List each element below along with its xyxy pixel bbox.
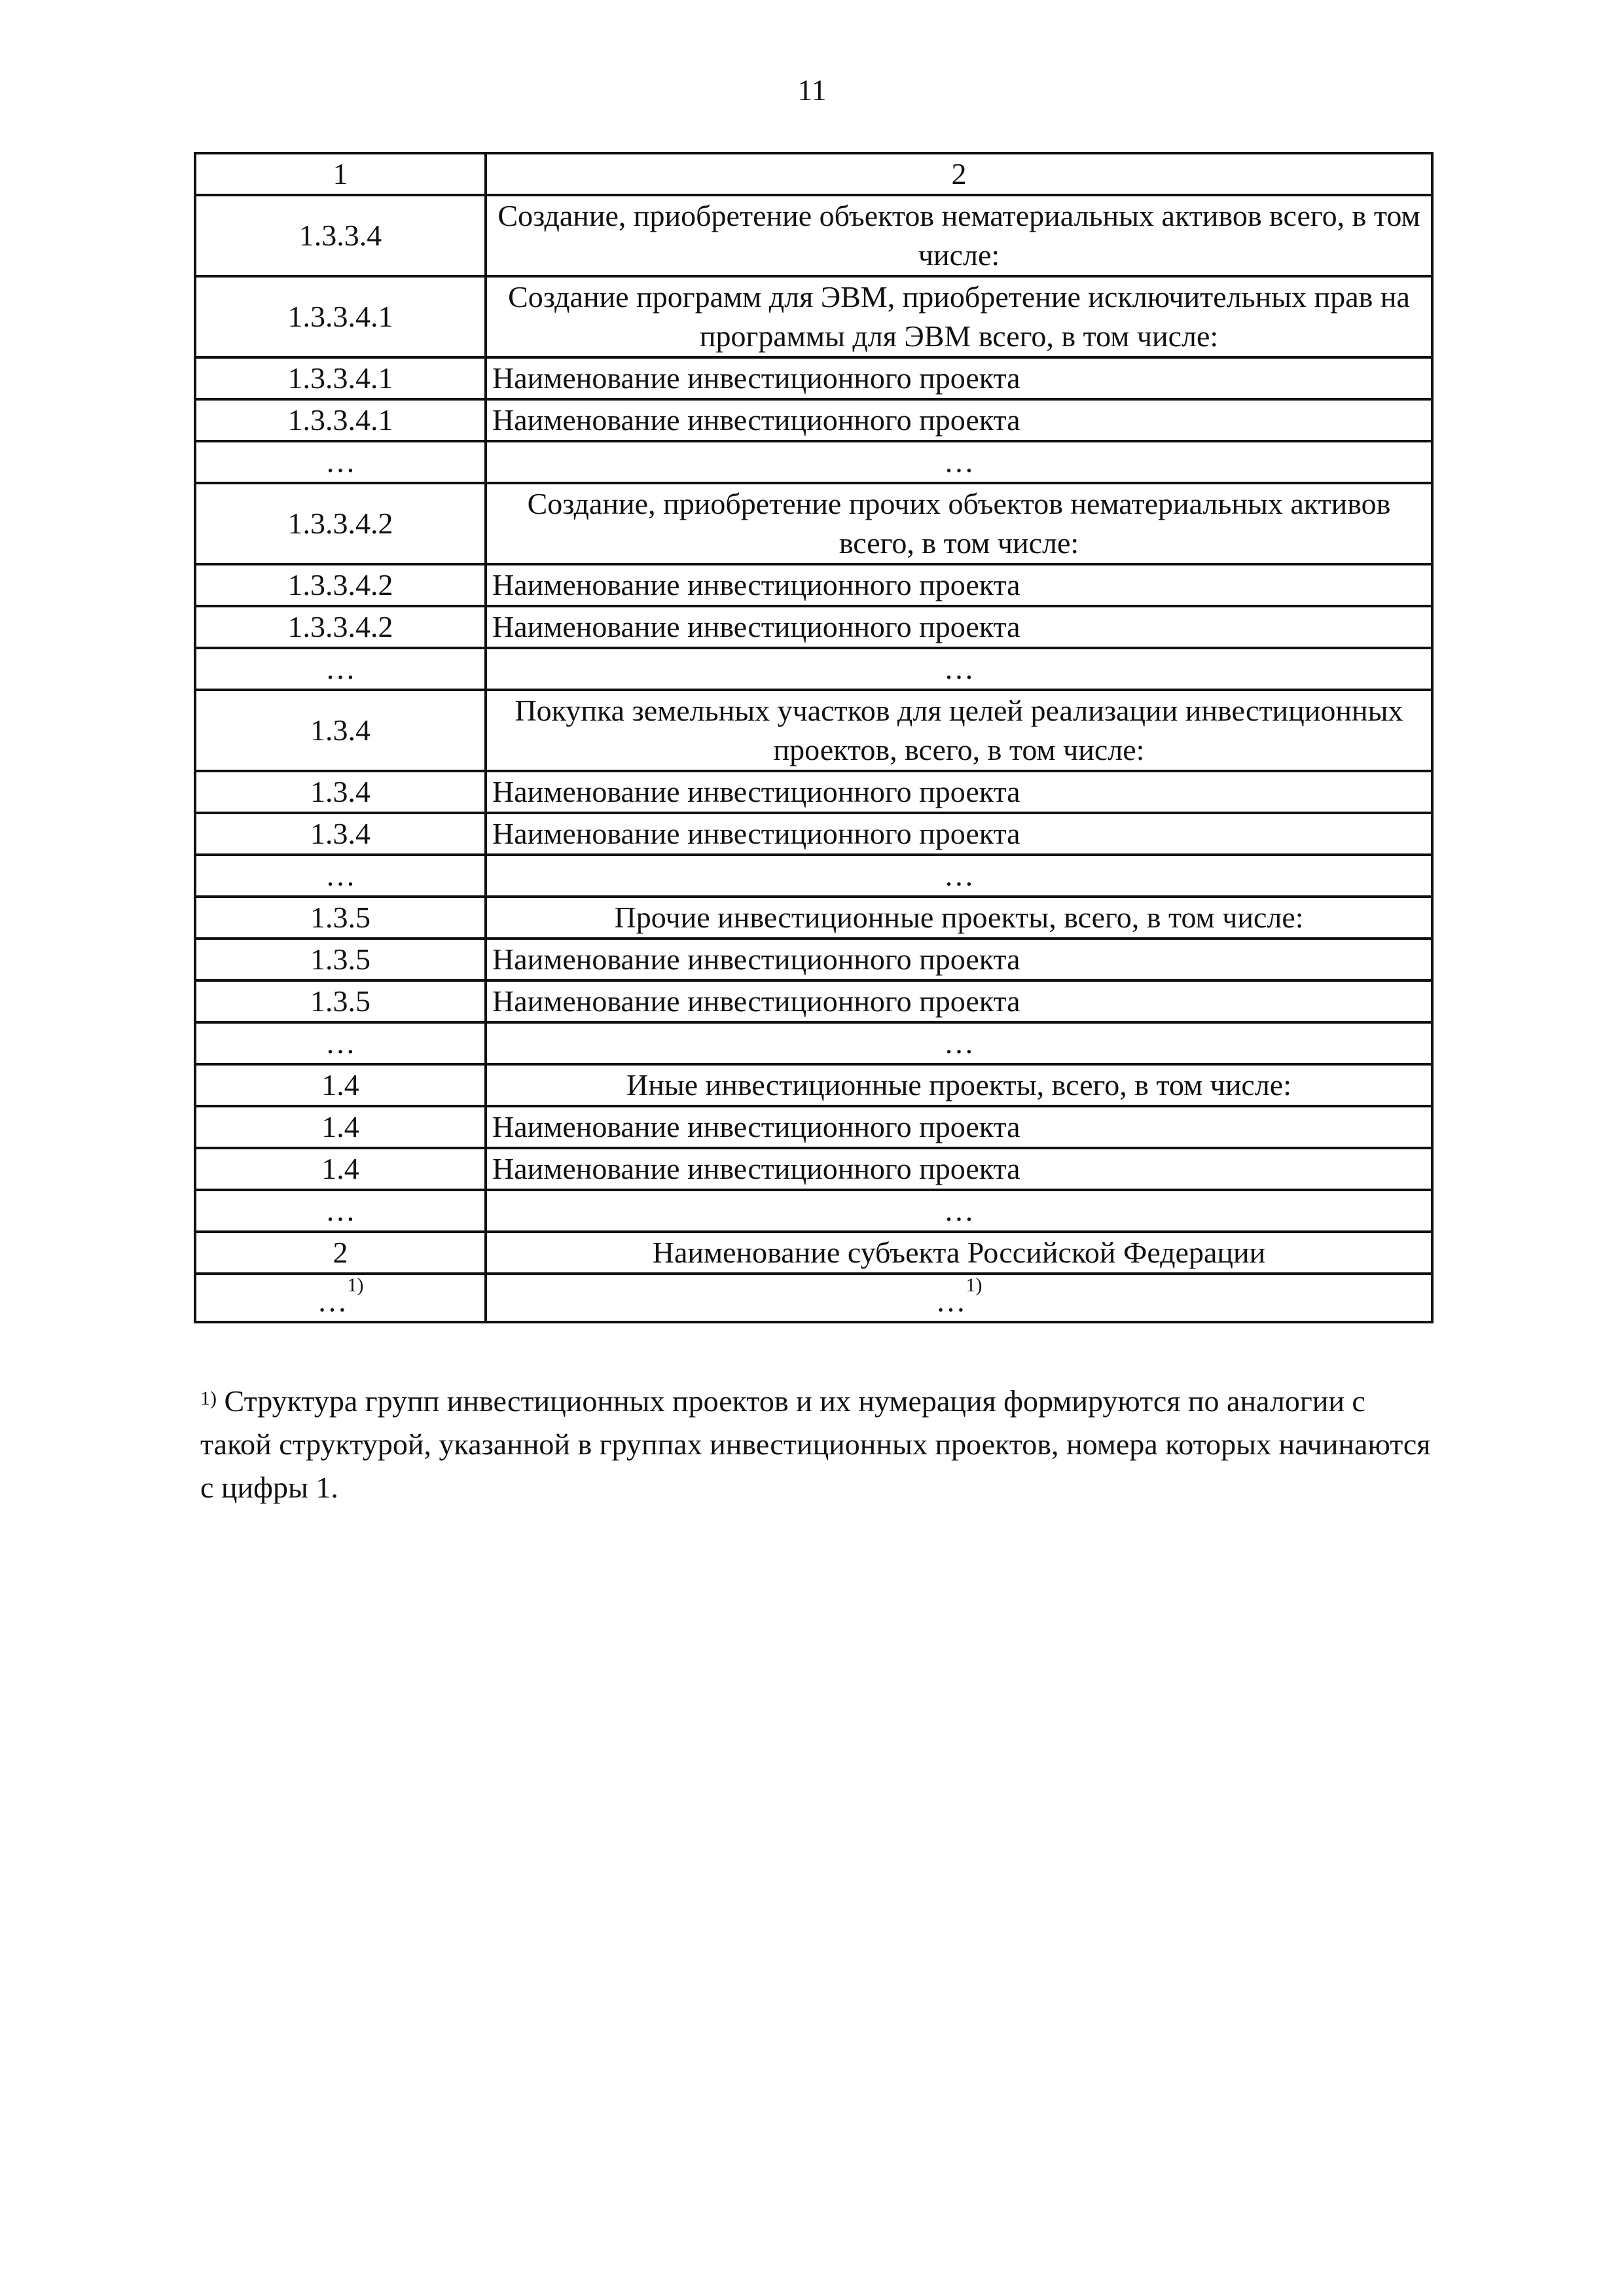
ellipsis: … bbox=[317, 1284, 348, 1318]
table-row bbox=[195, 1190, 1432, 1232]
table-row-last bbox=[195, 1274, 1432, 1322]
row-number-cell: 1.4 bbox=[195, 1148, 486, 1190]
investment-projects-table bbox=[194, 152, 1434, 1323]
header-cell-number: 1 bbox=[195, 153, 486, 195]
table-row bbox=[195, 690, 1432, 771]
row-number-cell: 1.4 bbox=[195, 1106, 486, 1148]
table-row bbox=[195, 897, 1432, 939]
table-body bbox=[195, 153, 1432, 1322]
row-number-cell: 1.3.3.4.2 bbox=[195, 606, 486, 648]
project-name-cell: Наименование инвестиционного проекта bbox=[486, 1106, 1432, 1148]
row-number-cell: 1.3.3.4 bbox=[195, 195, 486, 276]
table-row bbox=[195, 564, 1432, 606]
row-number-cell: 1.3.3.4.1 bbox=[195, 276, 486, 357]
row-number-cell: 2 bbox=[195, 1232, 486, 1274]
row-number-cell: 1.3.4 bbox=[195, 690, 486, 771]
group-name-cell: Создание, приобретение прочих объектов нематериальных активов всего, в том числе: bbox=[486, 483, 1432, 564]
table-row bbox=[195, 648, 1432, 690]
row-number-cell: … bbox=[195, 855, 486, 897]
project-name-cell: Наименование инвестиционного проекта bbox=[486, 939, 1432, 980]
project-name-cell: Наименование инвестиционного проекта bbox=[486, 980, 1432, 1022]
table-row bbox=[195, 1064, 1432, 1106]
row-number-cell: 1.3.4 bbox=[195, 813, 486, 855]
ellipsis-cell: … bbox=[486, 441, 1432, 483]
table-row bbox=[195, 399, 1432, 441]
project-name-cell: Наименование инвестиционного проекта bbox=[486, 399, 1432, 441]
table-row bbox=[195, 1106, 1432, 1148]
row-number-cell: 1.3.5 bbox=[195, 897, 486, 939]
table-row bbox=[195, 606, 1432, 648]
ellipsis-cell: … bbox=[486, 1190, 1432, 1232]
project-name-cell: Наименование инвестиционного проекта bbox=[486, 357, 1432, 399]
footnote-mark: 1) bbox=[200, 1388, 217, 1409]
table-row bbox=[195, 813, 1432, 855]
ellipsis-with-footnote-mark bbox=[317, 1275, 364, 1321]
header-cell-name: 2 bbox=[486, 153, 1432, 195]
table-row bbox=[195, 855, 1432, 897]
row-number-cell: 1.3.4 bbox=[195, 771, 486, 813]
project-name-cell: Наименование инвестиционного проекта bbox=[486, 771, 1432, 813]
ellipsis-cell: … bbox=[486, 648, 1432, 690]
table-row bbox=[195, 1148, 1432, 1190]
row-number-cell: … bbox=[195, 648, 486, 690]
last-row-name-cell bbox=[486, 1274, 1432, 1322]
footnote-text: Структура групп инвестиционных проектов и их нумерация формируются по аналогии с такой структурой, указанной в группах инвестиционных проектов, номера которых начинаются с цифры 1. bbox=[200, 1384, 1431, 1504]
row-number-cell: … bbox=[195, 1190, 486, 1232]
row-number-cell: 1.3.5 bbox=[195, 980, 486, 1022]
row-number-cell: … bbox=[195, 1022, 486, 1064]
ellipsis-cell: … bbox=[486, 1022, 1432, 1064]
project-name-cell: Наименование инвестиционного проекта bbox=[486, 813, 1432, 855]
group-name-cell: Прочие инвестиционные проекты, всего, в том числе: bbox=[486, 897, 1432, 939]
table-row bbox=[195, 483, 1432, 564]
row-number-cell: 1.3.5 bbox=[195, 939, 486, 980]
ellipsis-cell: … bbox=[486, 855, 1432, 897]
project-name-cell: Наименование инвестиционного проекта bbox=[486, 1148, 1432, 1190]
group-name-cell: Создание программ для ЭВМ, приобретение исключительных прав на программы для ЭВМ всего, в том числе: bbox=[486, 276, 1432, 357]
table-row bbox=[195, 441, 1432, 483]
row-number-cell: 1.4 bbox=[195, 1064, 486, 1106]
row-number-cell: 1.3.3.4.1 bbox=[195, 399, 486, 441]
table-row bbox=[195, 195, 1432, 276]
last-row-number-cell bbox=[195, 1274, 486, 1322]
project-name-cell: Наименование инвестиционного проекта bbox=[486, 564, 1432, 606]
table-row bbox=[195, 357, 1432, 399]
row-number-cell: 1.3.3.4.1 bbox=[195, 357, 486, 399]
group-name-cell: Создание, приобретение объектов нематериальных активов всего, в том числе: bbox=[486, 195, 1432, 276]
table-row bbox=[195, 276, 1432, 357]
table-row bbox=[195, 1232, 1432, 1274]
footnote-reference-mark: 1) bbox=[347, 1274, 364, 1296]
ellipsis-with-footnote-mark bbox=[936, 1275, 983, 1321]
group-name-cell: Наименование субъекта Российской Федерации bbox=[486, 1232, 1432, 1274]
row-number-cell: … bbox=[195, 441, 486, 483]
page-number: 11 bbox=[797, 73, 827, 107]
footnote bbox=[200, 1380, 1431, 1509]
row-number-cell: 1.3.3.4.2 bbox=[195, 564, 486, 606]
ellipsis: … bbox=[935, 1284, 966, 1318]
footnote-reference-mark: 1) bbox=[965, 1274, 983, 1296]
project-name-cell: Наименование инвестиционного проекта bbox=[486, 606, 1432, 648]
table-header-row bbox=[195, 153, 1432, 195]
group-name-cell: Иные инвестиционные проекты, всего, в том числе: bbox=[486, 1064, 1432, 1106]
table-row bbox=[195, 980, 1432, 1022]
table-row bbox=[195, 771, 1432, 813]
row-number-cell: 1.3.3.4.2 bbox=[195, 483, 486, 564]
table-row bbox=[195, 1022, 1432, 1064]
group-name-cell: Покупка земельных участков для целей реализации инвестиционных проектов, всего, в том числе: bbox=[486, 690, 1432, 771]
table-row bbox=[195, 939, 1432, 980]
